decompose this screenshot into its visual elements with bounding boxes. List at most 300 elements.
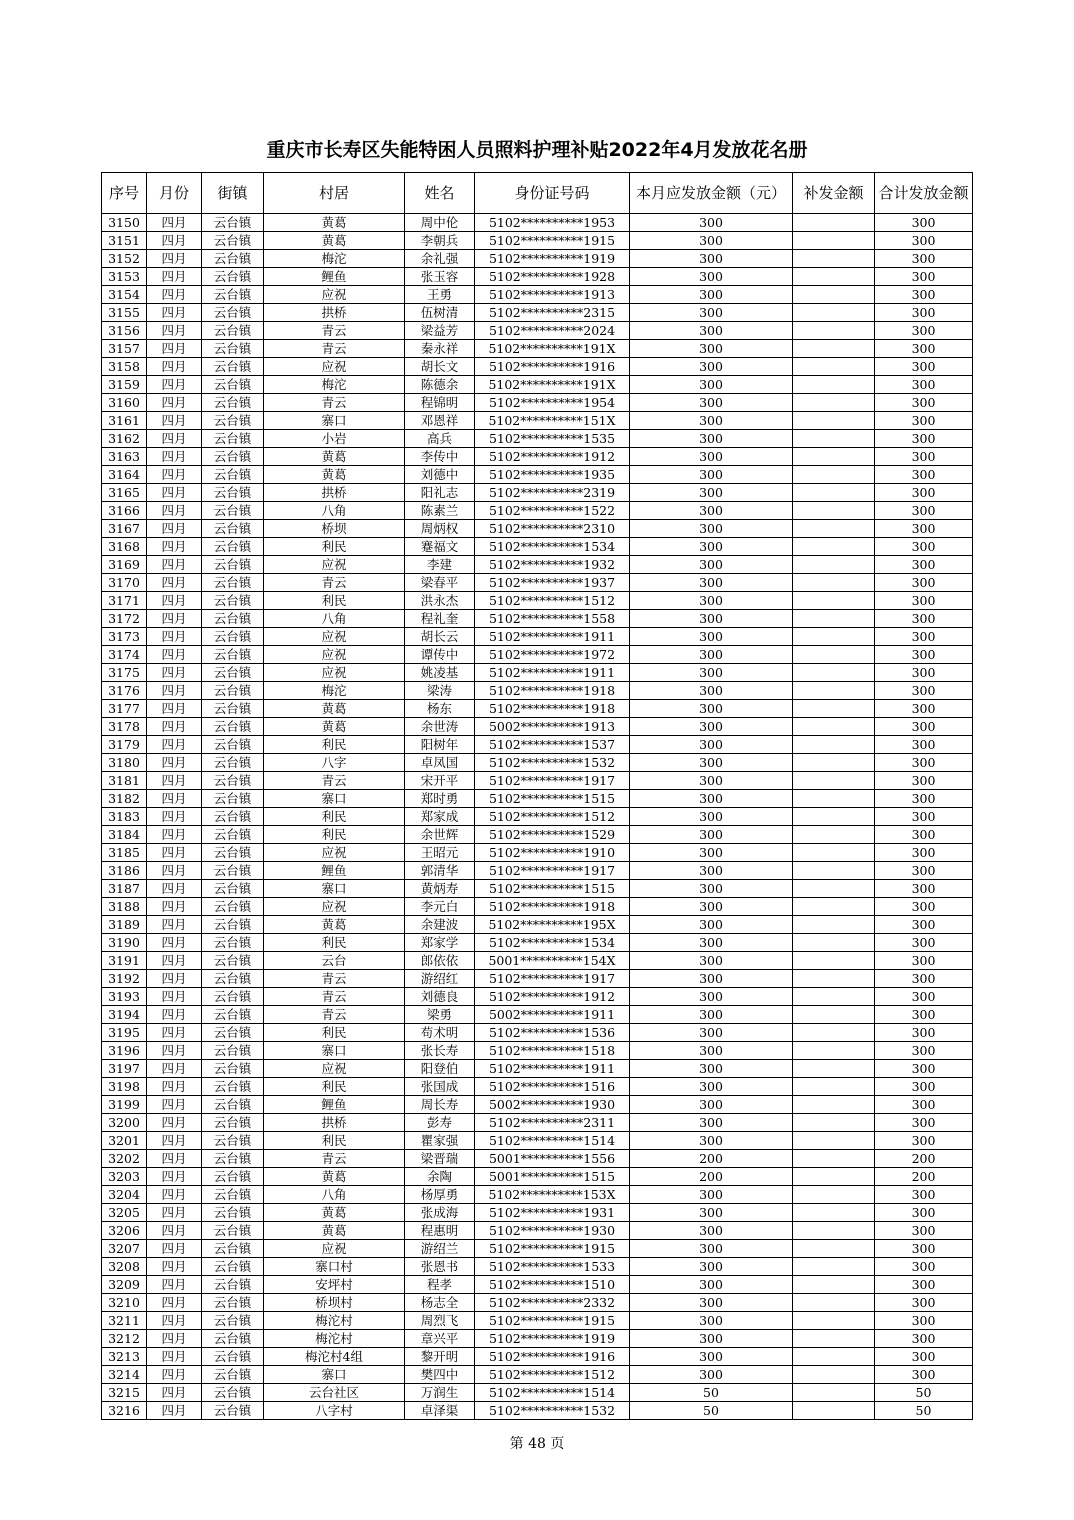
- cell-name: 卓泽渠: [405, 1402, 475, 1420]
- cell-town: 云台镇: [202, 952, 264, 970]
- cell-monthly-amount: 300: [630, 1258, 793, 1276]
- cell-month: 四月: [147, 1042, 202, 1060]
- cell-month: 四月: [147, 484, 202, 502]
- cell-id-number: 5001**********154X: [475, 952, 630, 970]
- cell-serial: 3189: [102, 916, 147, 934]
- cell-total-amount: 300: [875, 1186, 973, 1204]
- cell-back-pay: [793, 1186, 875, 1204]
- cell-village: 寨口: [264, 1042, 405, 1060]
- cell-monthly-amount: 300: [630, 322, 793, 340]
- cell-village: 利民: [264, 592, 405, 610]
- cell-total-amount: 200: [875, 1150, 973, 1168]
- cell-name: 李朝兵: [405, 232, 475, 250]
- table-row: [102, 628, 973, 646]
- cell-back-pay: [793, 1024, 875, 1042]
- cell-name: 李传中: [405, 448, 475, 466]
- cell-total-amount: 200: [875, 1168, 973, 1186]
- cell-name: 章兴平: [405, 1330, 475, 1348]
- cell-monthly-amount: 300: [630, 232, 793, 250]
- cell-month: 四月: [147, 322, 202, 340]
- table-row: [102, 700, 973, 718]
- cell-village: 青云: [264, 1006, 405, 1024]
- cell-back-pay: [793, 376, 875, 394]
- cell-total-amount: 300: [875, 1132, 973, 1150]
- cell-back-pay: [793, 340, 875, 358]
- cell-village: 青云: [264, 1150, 405, 1168]
- cell-town: 云台镇: [202, 1060, 264, 1078]
- cell-village: 黄葛: [264, 1222, 405, 1240]
- cell-month: 四月: [147, 1348, 202, 1366]
- cell-serial: 3166: [102, 502, 147, 520]
- cell-town: 云台镇: [202, 610, 264, 628]
- cell-name: 郑家成: [405, 808, 475, 826]
- cell-monthly-amount: 300: [630, 484, 793, 502]
- cell-back-pay: [793, 916, 875, 934]
- table-row: [102, 556, 973, 574]
- cell-back-pay: [793, 1240, 875, 1258]
- table-row: [102, 304, 973, 322]
- cell-name: 蹇福文: [405, 538, 475, 556]
- cell-name: 王勇: [405, 286, 475, 304]
- cell-monthly-amount: 300: [630, 754, 793, 772]
- cell-back-pay: [793, 358, 875, 376]
- cell-month: 四月: [147, 898, 202, 916]
- cell-village: 黄葛: [264, 214, 405, 232]
- cell-village: 利民: [264, 1132, 405, 1150]
- cell-village: 应祝: [264, 358, 405, 376]
- cell-total-amount: 300: [875, 736, 973, 754]
- cell-monthly-amount: 300: [630, 844, 793, 862]
- cell-monthly-amount: 300: [630, 772, 793, 790]
- table-row: [102, 340, 973, 358]
- cell-total-amount: 300: [875, 232, 973, 250]
- table-row: [102, 1330, 973, 1348]
- cell-month: 四月: [147, 1132, 202, 1150]
- cell-village: 八角: [264, 502, 405, 520]
- cell-town: 云台镇: [202, 304, 264, 322]
- cell-name: 张国成: [405, 1078, 475, 1096]
- cell-monthly-amount: 300: [630, 1240, 793, 1258]
- cell-serial: 3196: [102, 1042, 147, 1060]
- cell-village: 青云: [264, 322, 405, 340]
- cell-id-number: 5102**********1919: [475, 1330, 630, 1348]
- cell-month: 四月: [147, 862, 202, 880]
- cell-town: 云台镇: [202, 502, 264, 520]
- cell-serial: 3172: [102, 610, 147, 628]
- cell-monthly-amount: 300: [630, 628, 793, 646]
- table-row: [102, 754, 973, 772]
- cell-serial: 3216: [102, 1402, 147, 1420]
- cell-serial: 3181: [102, 772, 147, 790]
- cell-id-number: 5102**********1954: [475, 394, 630, 412]
- cell-town: 云台镇: [202, 1330, 264, 1348]
- cell-total-amount: 300: [875, 1024, 973, 1042]
- cell-total-amount: 300: [875, 268, 973, 286]
- cell-town: 云台镇: [202, 214, 264, 232]
- cell-village: 梅沱村: [264, 1312, 405, 1330]
- cell-name: 余礼强: [405, 250, 475, 268]
- cell-monthly-amount: 300: [630, 448, 793, 466]
- cell-month: 四月: [147, 646, 202, 664]
- table-row: [102, 286, 973, 304]
- cell-monthly-amount: 300: [630, 988, 793, 1006]
- cell-name: 宋开平: [405, 772, 475, 790]
- cell-back-pay: [793, 556, 875, 574]
- table-row: [102, 844, 973, 862]
- table-row: [102, 1366, 973, 1384]
- cell-month: 四月: [147, 952, 202, 970]
- cell-total-amount: 300: [875, 808, 973, 826]
- cell-month: 四月: [147, 682, 202, 700]
- cell-back-pay: [793, 898, 875, 916]
- cell-back-pay: [793, 1132, 875, 1150]
- cell-month: 四月: [147, 556, 202, 574]
- cell-village: 梅沱村4组: [264, 1348, 405, 1366]
- header-town: 街镇: [202, 173, 264, 214]
- cell-town: 云台镇: [202, 1186, 264, 1204]
- cell-monthly-amount: 300: [630, 646, 793, 664]
- cell-monthly-amount: 300: [630, 358, 793, 376]
- cell-month: 四月: [147, 268, 202, 286]
- cell-back-pay: [793, 1312, 875, 1330]
- cell-serial: 3190: [102, 934, 147, 952]
- cell-town: 云台镇: [202, 1114, 264, 1132]
- cell-back-pay: [793, 790, 875, 808]
- cell-total-amount: 300: [875, 1276, 973, 1294]
- cell-monthly-amount: 300: [630, 718, 793, 736]
- cell-id-number: 5102**********1536: [475, 1024, 630, 1042]
- cell-name: 陈德余: [405, 376, 475, 394]
- cell-serial: 3207: [102, 1240, 147, 1258]
- table-header-row: [102, 173, 973, 214]
- cell-back-pay: [793, 772, 875, 790]
- cell-monthly-amount: 300: [630, 1060, 793, 1078]
- cell-monthly-amount: 300: [630, 916, 793, 934]
- cell-id-number: 5001**********1556: [475, 1150, 630, 1168]
- cell-month: 四月: [147, 232, 202, 250]
- cell-name: 姚凌基: [405, 664, 475, 682]
- table-row: [102, 250, 973, 268]
- cell-town: 云台镇: [202, 340, 264, 358]
- cell-monthly-amount: 300: [630, 574, 793, 592]
- cell-total-amount: 300: [875, 340, 973, 358]
- cell-total-amount: 300: [875, 952, 973, 970]
- cell-name: 余世辉: [405, 826, 475, 844]
- cell-serial: 3214: [102, 1366, 147, 1384]
- cell-village: 应祝: [264, 1060, 405, 1078]
- cell-village: 鲤鱼: [264, 862, 405, 880]
- table-row: [102, 1240, 973, 1258]
- cell-back-pay: [793, 1402, 875, 1420]
- cell-town: 云台镇: [202, 1312, 264, 1330]
- cell-total-amount: 300: [875, 610, 973, 628]
- cell-id-number: 5102**********2024: [475, 322, 630, 340]
- cell-village: 利民: [264, 736, 405, 754]
- cell-monthly-amount: 300: [630, 682, 793, 700]
- cell-month: 四月: [147, 1204, 202, 1222]
- cell-id-number: 5102**********2319: [475, 484, 630, 502]
- cell-village: 黄葛: [264, 700, 405, 718]
- cell-village: 黄葛: [264, 232, 405, 250]
- cell-village: 八字村: [264, 1402, 405, 1420]
- cell-total-amount: 300: [875, 916, 973, 934]
- cell-total-amount: 300: [875, 448, 973, 466]
- cell-serial: 3156: [102, 322, 147, 340]
- cell-town: 云台镇: [202, 736, 264, 754]
- cell-serial: 3155: [102, 304, 147, 322]
- table-row: [102, 1168, 973, 1186]
- cell-total-amount: 300: [875, 322, 973, 340]
- cell-id-number: 5102**********1953: [475, 214, 630, 232]
- cell-month: 四月: [147, 214, 202, 232]
- cell-id-number: 5102**********1537: [475, 736, 630, 754]
- cell-total-amount: 300: [875, 1366, 973, 1384]
- cell-serial: 3195: [102, 1024, 147, 1042]
- cell-town: 云台镇: [202, 826, 264, 844]
- cell-month: 四月: [147, 1276, 202, 1294]
- cell-name: 张玉容: [405, 268, 475, 286]
- cell-id-number: 5102**********1916: [475, 1348, 630, 1366]
- cell-back-pay: [793, 1366, 875, 1384]
- cell-month: 四月: [147, 610, 202, 628]
- cell-name: 伍树清: [405, 304, 475, 322]
- cell-id-number: 5102**********151X: [475, 412, 630, 430]
- cell-village: 黄葛: [264, 466, 405, 484]
- cell-serial: 3165: [102, 484, 147, 502]
- table-row: [102, 1276, 973, 1294]
- cell-total-amount: 300: [875, 862, 973, 880]
- cell-town: 云台镇: [202, 1276, 264, 1294]
- cell-village: 应祝: [264, 646, 405, 664]
- cell-serial: 3154: [102, 286, 147, 304]
- cell-village: 梅沱: [264, 376, 405, 394]
- cell-serial: 3201: [102, 1132, 147, 1150]
- cell-monthly-amount: 50: [630, 1402, 793, 1420]
- header-village: 村居: [264, 173, 405, 214]
- cell-id-number: 5102**********1917: [475, 970, 630, 988]
- cell-monthly-amount: 300: [630, 1222, 793, 1240]
- cell-village: 青云: [264, 772, 405, 790]
- cell-total-amount: 300: [875, 682, 973, 700]
- cell-month: 四月: [147, 736, 202, 754]
- cell-id-number: 5102**********2332: [475, 1294, 630, 1312]
- cell-town: 云台镇: [202, 718, 264, 736]
- cell-serial: 3199: [102, 1096, 147, 1114]
- cell-serial: 3178: [102, 718, 147, 736]
- cell-monthly-amount: 300: [630, 952, 793, 970]
- cell-month: 四月: [147, 628, 202, 646]
- cell-id-number: 5102**********1533: [475, 1258, 630, 1276]
- cell-town: 云台镇: [202, 1168, 264, 1186]
- cell-id-number: 5102**********1512: [475, 1366, 630, 1384]
- cell-name: 苟术明: [405, 1024, 475, 1042]
- cell-back-pay: [793, 1348, 875, 1366]
- cell-village: 青云: [264, 970, 405, 988]
- cell-total-amount: 300: [875, 880, 973, 898]
- cell-town: 云台镇: [202, 682, 264, 700]
- cell-serial: 3174: [102, 646, 147, 664]
- table-row: [102, 718, 973, 736]
- cell-name: 万润生: [405, 1384, 475, 1402]
- cell-village: 利民: [264, 934, 405, 952]
- cell-id-number: 5102**********195X: [475, 916, 630, 934]
- cell-id-number: 5002**********1911: [475, 1006, 630, 1024]
- cell-id-number: 5102**********1972: [475, 646, 630, 664]
- cell-back-pay: [793, 286, 875, 304]
- cell-town: 云台镇: [202, 880, 264, 898]
- table-row: [102, 1114, 973, 1132]
- cell-total-amount: 300: [875, 1258, 973, 1276]
- cell-total-amount: 300: [875, 376, 973, 394]
- cell-serial: 3194: [102, 1006, 147, 1024]
- cell-serial: 3171: [102, 592, 147, 610]
- cell-id-number: 5102**********1529: [475, 826, 630, 844]
- cell-month: 四月: [147, 340, 202, 358]
- cell-town: 云台镇: [202, 1006, 264, 1024]
- cell-serial: 3180: [102, 754, 147, 772]
- cell-town: 云台镇: [202, 538, 264, 556]
- cell-serial: 3170: [102, 574, 147, 592]
- cell-back-pay: [793, 700, 875, 718]
- cell-town: 云台镇: [202, 1258, 264, 1276]
- cell-town: 云台镇: [202, 376, 264, 394]
- cell-id-number: 5102**********1913: [475, 286, 630, 304]
- cell-month: 四月: [147, 430, 202, 448]
- cell-id-number: 5102**********1558: [475, 610, 630, 628]
- cell-town: 云台镇: [202, 664, 264, 682]
- cell-month: 四月: [147, 1330, 202, 1348]
- cell-total-amount: 50: [875, 1384, 973, 1402]
- cell-id-number: 5102**********1930: [475, 1222, 630, 1240]
- cell-town: 云台镇: [202, 1240, 264, 1258]
- cell-serial: 3158: [102, 358, 147, 376]
- cell-serial: 3197: [102, 1060, 147, 1078]
- cell-id-number: 5102**********1917: [475, 772, 630, 790]
- cell-serial: 3200: [102, 1114, 147, 1132]
- table-row: [102, 898, 973, 916]
- cell-village: 鲤鱼: [264, 268, 405, 286]
- cell-name: 梁勇: [405, 1006, 475, 1024]
- cell-back-pay: [793, 1078, 875, 1096]
- cell-serial: 3162: [102, 430, 147, 448]
- cell-month: 四月: [147, 1402, 202, 1420]
- cell-month: 四月: [147, 394, 202, 412]
- cell-name: 谭传中: [405, 646, 475, 664]
- cell-serial: 3215: [102, 1384, 147, 1402]
- cell-name: 洪永杰: [405, 592, 475, 610]
- cell-serial: 3191: [102, 952, 147, 970]
- cell-name: 高兵: [405, 430, 475, 448]
- table-row: [102, 682, 973, 700]
- cell-id-number: 5102**********1515: [475, 880, 630, 898]
- cell-total-amount: 300: [875, 304, 973, 322]
- cell-month: 四月: [147, 1096, 202, 1114]
- cell-back-pay: [793, 1222, 875, 1240]
- cell-name: 胡长文: [405, 358, 475, 376]
- cell-back-pay: [793, 574, 875, 592]
- header-monthly-amount: 本月应发放金额（元）: [630, 173, 793, 214]
- cell-id-number: 5102**********1532: [475, 1402, 630, 1420]
- cell-back-pay: [793, 862, 875, 880]
- header-back-pay: 补发金额: [793, 173, 875, 214]
- cell-village: 云台: [264, 952, 405, 970]
- cell-town: 云台镇: [202, 1348, 264, 1366]
- cell-serial: 3179: [102, 736, 147, 754]
- cell-id-number: 5102**********1535: [475, 430, 630, 448]
- cell-total-amount: 300: [875, 214, 973, 232]
- cell-name: 陈素兰: [405, 502, 475, 520]
- cell-village: 寨口: [264, 880, 405, 898]
- cell-village: 梅沱村: [264, 1330, 405, 1348]
- cell-town: 云台镇: [202, 916, 264, 934]
- cell-serial: 3208: [102, 1258, 147, 1276]
- cell-back-pay: [793, 502, 875, 520]
- cell-name: 卓凤国: [405, 754, 475, 772]
- cell-total-amount: 300: [875, 970, 973, 988]
- cell-id-number: 5102**********153X: [475, 1186, 630, 1204]
- cell-serial: 3185: [102, 844, 147, 862]
- cell-id-number: 5102**********1514: [475, 1384, 630, 1402]
- table-row: [102, 1222, 973, 1240]
- cell-back-pay: [793, 1204, 875, 1222]
- cell-village: 黄葛: [264, 1168, 405, 1186]
- cell-serial: 3209: [102, 1276, 147, 1294]
- cell-id-number: 5102**********1522: [475, 502, 630, 520]
- cell-id-number: 5102**********1512: [475, 592, 630, 610]
- cell-back-pay: [793, 808, 875, 826]
- cell-name: 黄炳寿: [405, 880, 475, 898]
- cell-id-number: 5102**********1510: [475, 1276, 630, 1294]
- cell-monthly-amount: 300: [630, 394, 793, 412]
- header-id-number: 身份证号码: [475, 173, 630, 214]
- cell-village: 拱桥: [264, 304, 405, 322]
- cell-village: 黄葛: [264, 448, 405, 466]
- cell-monthly-amount: 300: [630, 790, 793, 808]
- cell-name: 王昭元: [405, 844, 475, 862]
- cell-serial: 3159: [102, 376, 147, 394]
- cell-total-amount: 50: [875, 1402, 973, 1420]
- table-row: [102, 772, 973, 790]
- cell-name: 梁益芳: [405, 322, 475, 340]
- table-row: [102, 1204, 973, 1222]
- cell-month: 四月: [147, 1060, 202, 1078]
- cell-serial: 3152: [102, 250, 147, 268]
- cell-name: 郑家学: [405, 934, 475, 952]
- cell-id-number: 5102**********1518: [475, 1042, 630, 1060]
- cell-monthly-amount: 300: [630, 898, 793, 916]
- cell-name: 秦永祥: [405, 340, 475, 358]
- cell-month: 四月: [147, 754, 202, 772]
- cell-total-amount: 300: [875, 1348, 973, 1366]
- cell-id-number: 5102**********1532: [475, 754, 630, 772]
- cell-id-number: 5102**********1534: [475, 934, 630, 952]
- cell-month: 四月: [147, 808, 202, 826]
- cell-month: 四月: [147, 1168, 202, 1186]
- cell-town: 云台镇: [202, 898, 264, 916]
- cell-village: 八角: [264, 1186, 405, 1204]
- cell-village: 八角: [264, 610, 405, 628]
- table-row: [102, 448, 973, 466]
- table-row: [102, 610, 973, 628]
- cell-total-amount: 300: [875, 484, 973, 502]
- cell-village: 利民: [264, 538, 405, 556]
- table-row: [102, 970, 973, 988]
- cell-town: 云台镇: [202, 646, 264, 664]
- cell-back-pay: [793, 646, 875, 664]
- cell-total-amount: 300: [875, 988, 973, 1006]
- table-row: [102, 916, 973, 934]
- cell-total-amount: 300: [875, 1114, 973, 1132]
